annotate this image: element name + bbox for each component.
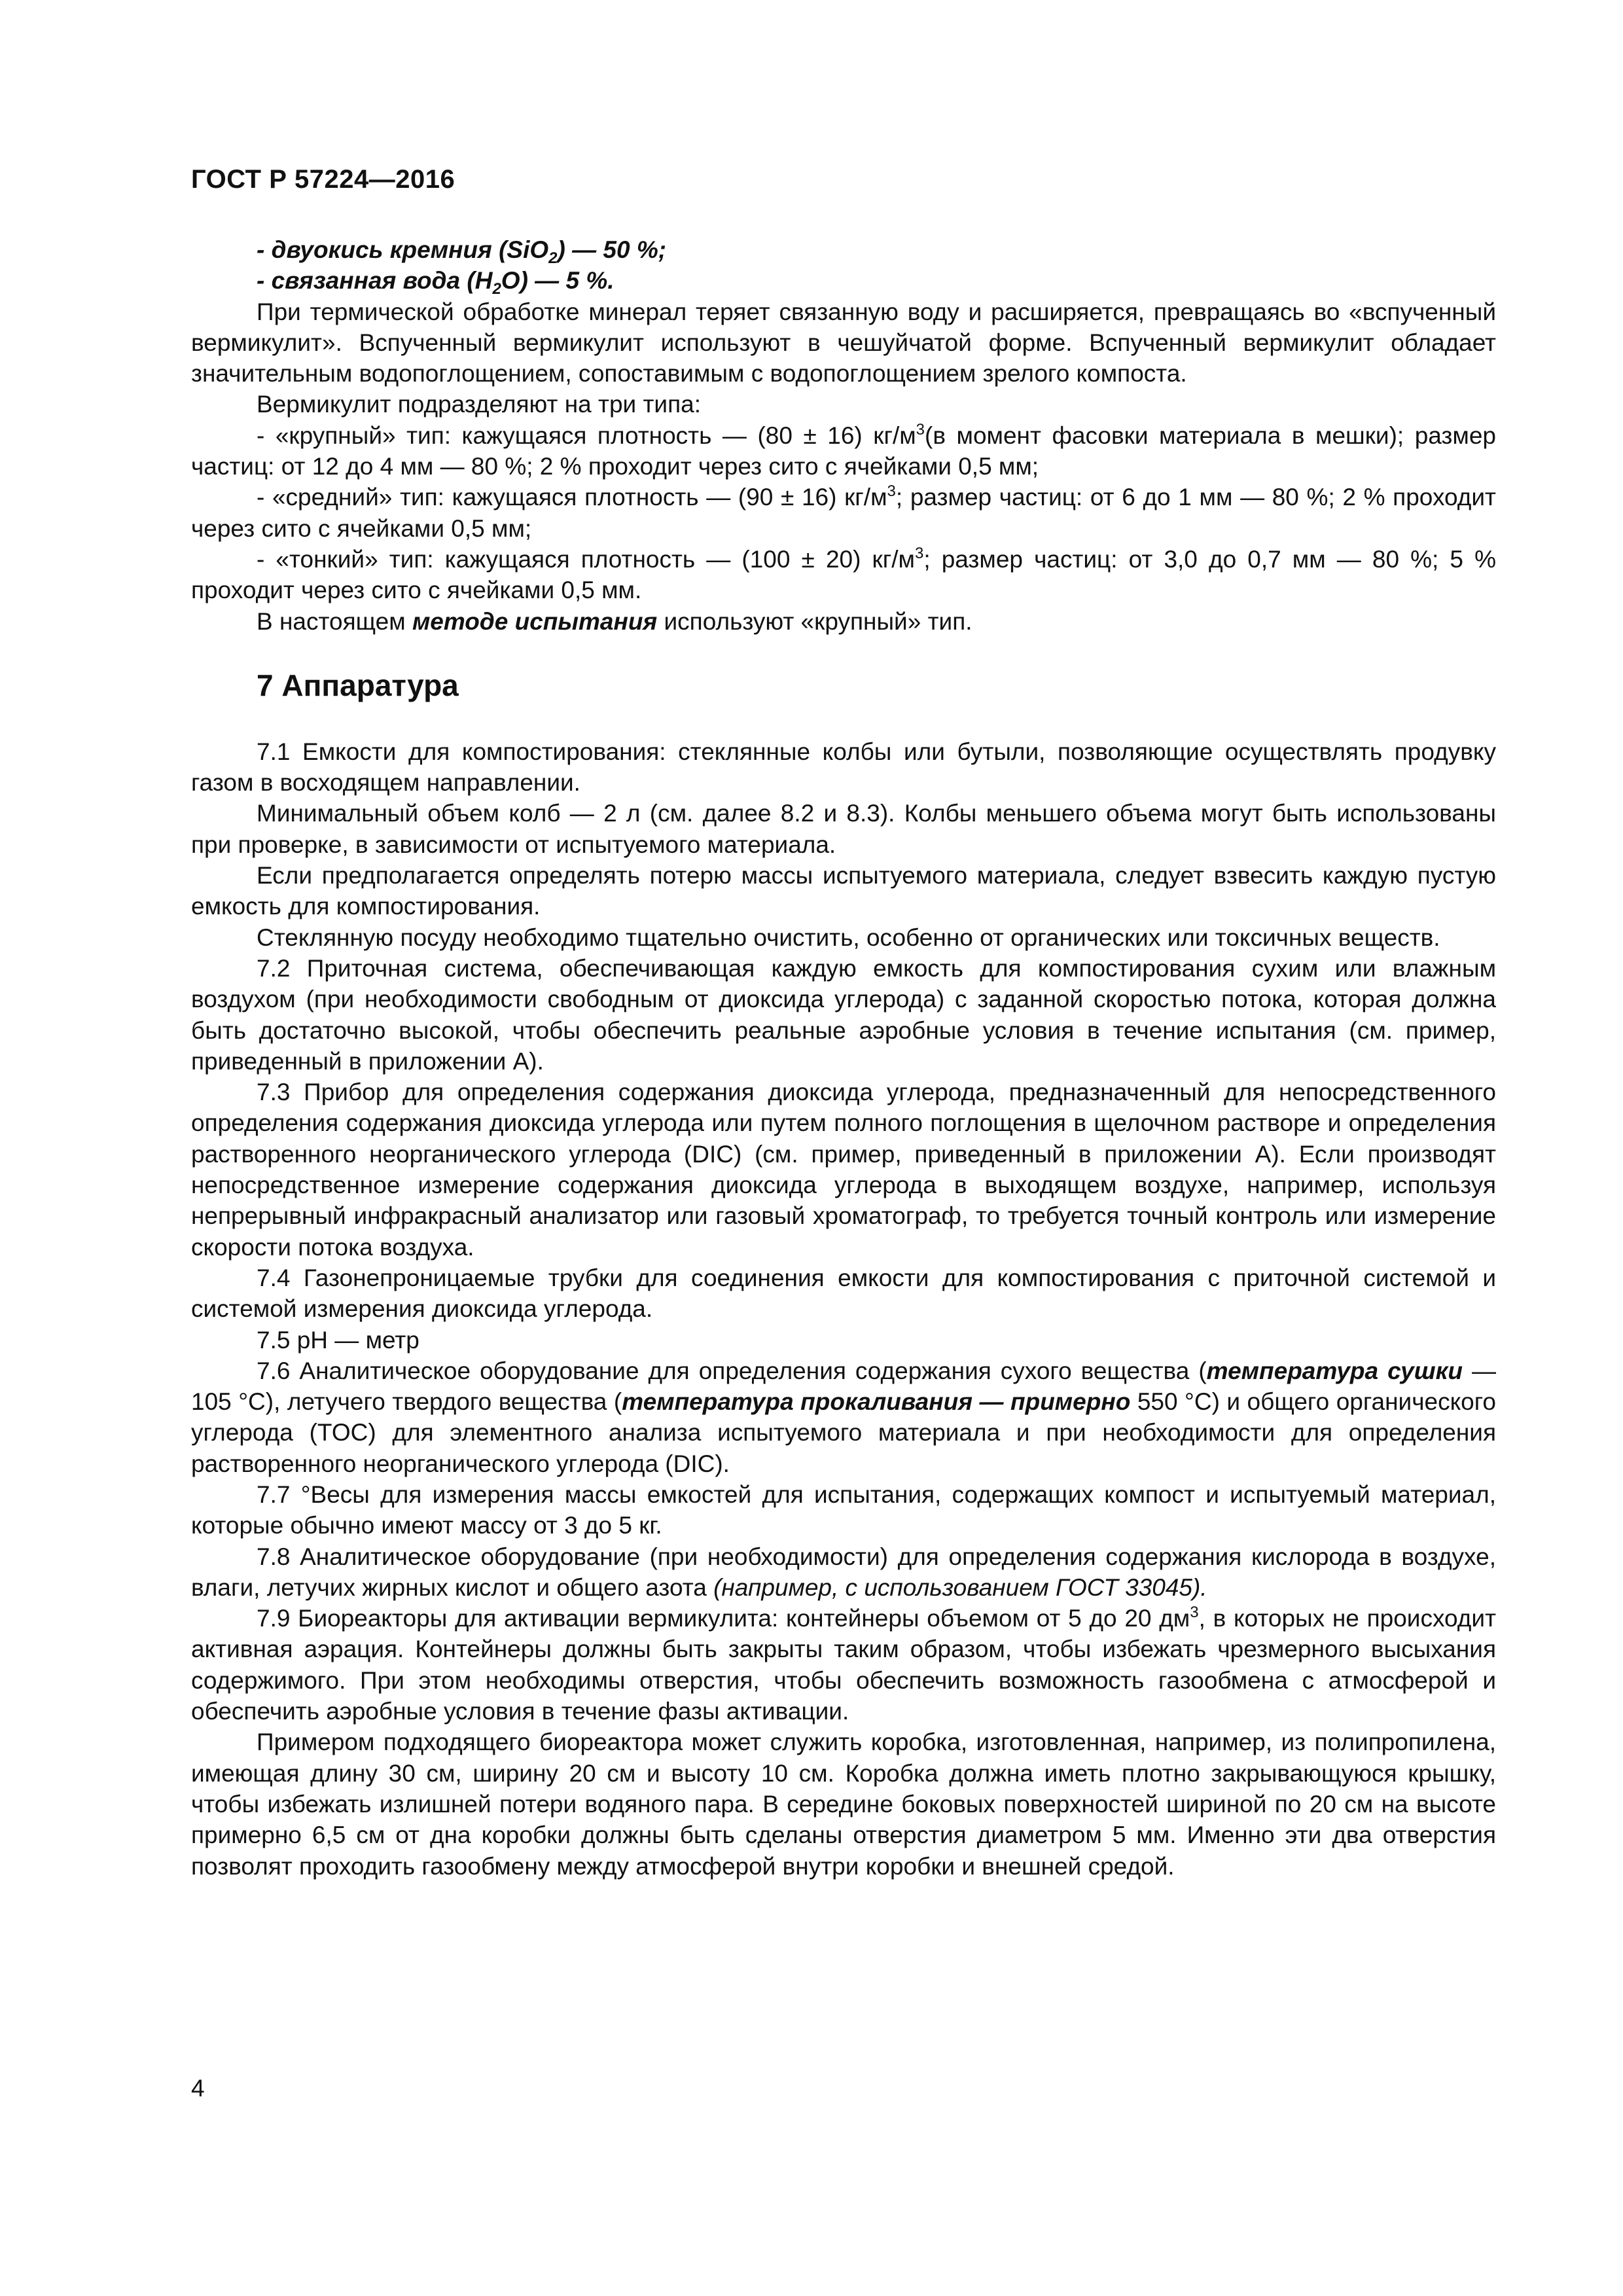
clause-7-2: 7.2 Приточная система, обеспечивающая каждую емкость для компостирования сухим или влажным воздухом (при необходимости свободным от диоксида углерода) с заданной скоростью потока, которая должна быть достаточно высокой, чтобы обеспечить реальные аэробные условия в течение испытания (см. пример, приведенный в приложении А). [191,954,1496,1075]
paragraph: Стеклянную посуду необходимо тщательно очистить, особенно от органических или токсичных веществ. [257,924,1440,951]
paragraph: Вермикулит подразделяют на три типа: [257,391,701,418]
clause-7-1: 7.1 Емкости для компостирования: стеклянные колбы или бутыли, позволяющие осуществлять продувку газом в восходящем направлении. [191,738,1496,797]
clause-7-5: 7.5 pH — метр [257,1326,419,1354]
clause-7-6: 7.6 Аналитическое оборудование для определения содержания сухого вещества (температура сушки — 105 °С), летучего твердого вещества (температура прокаливания — примерно 550 °С) и общего органического углерода (TOC) для элементного анализа испытуемого материала и при необходимости для определения растворенного неорганического углерода (DIC). [191,1357,1497,1477]
clause-7-3: 7.3 Прибор для определения содержания диоксида углерода, предназначенный для непосредственного определения содержания диоксида углерода или путем полного поглощения в щелочном растворе и определения растворенного неорганического углерода (DIC) (см. пример, приведенный в приложении А). Если производят непосредственное измерение содержания диоксида углерода в выходящем воздухе, например, используя непрерывный инфракрасный анализатор или газовый хроматограф, то требуется точный контроль или измерение скорости потока воздуха. [191,1079,1496,1261]
document-header: ГОСТ Р 57224—2016 [191,165,455,194]
list-item-coarse: - «крупный» тип: кажущаяся плотность — (80 ± 16) $кг/м^3(в$ момент фасовки материала в мешки); размер частиц: от 12 до 4 мм — 80 %; 2 % проходит через сито с ячейками 0,5 мм; [191,420,1496,480]
page-number: 4 [191,2075,205,2102]
clause-7-9: 7.9 Биореакторы для активации вермикулита: контейнеры объемом от 5 до 20 $дм^3$, в которых не происходит активная аэрация. Контейнеры должны быть закрыты таким образом, чтобы избежать чрезмерного высыхания содержимого. При этом необходимы отверстия, чтобы обеспечить возможность газообмена с атмосферой и обеспечить аэробные условия в течение фазы активации. [191,1604,1497,1725]
paragraph: При термической обработке минерал теряет связанную воду и расширяется, превращаясь во «вспученный вермикулит». Вспученный вермикулит используют в чешуйчатой форме. Вспученный вермикулит обладает значительным водопоглощением, сопоставимым с водопоглощением зрелого компоста. [191,298,1496,387]
list-item-medium: - «средний» тип: кажущаяся плотность — (90 ± 16) $кг/м^3$; размер частиц: от 6 до 1 мм — 80 %; 2 % проходит через сито с ячейками 0,5 мм; [191,482,1496,542]
paragraph: Если предполагается определять потерю массы испытуемого материала, следует взвесить каждую пустую емкость для компостирования. [191,862,1496,920]
clause-7-8: 7.8 Аналитическое оборудование (при необходимости) для определения содержания кислорода в воздухе, влаги, летучих жирных кислот и общего азота (например, с использованием ГОСТ 33045). [191,1543,1496,1601]
paragraph: В настоящем методе испытания используют «крупный» тип. [257,607,972,635]
section-heading: 7 Аппаратура [257,668,459,702]
paragraph: Минимальный объем колб — 2 л (см. далее 8.2 и 8.3). Колбы меньшего объема могут быть использованы при проверке, в зависимости от испытуемого материала. [191,800,1496,858]
clause-7-4: 7.4 Газонепроницаемые трубки для соединения емкости для компостирования с приточной системой и системой измерения диоксида углерода. [191,1264,1496,1323]
composition-silica: - двуокись кремния (SiO$_2$) — 50 %; [257,236,667,267]
paragraph: Примером подходящего биореактора может служить коробка, изготовленная, например, из полипропилена, имеющая длину 30 см, ширину 20 см и высоту 10 см. Коробка должна иметь плотно закрывающуюся крышку, чтобы избежать излишней потери водяного пара. В середине боковых поверхностей шириной по 20 см на высоте примерно 6,5 см от дна коробки должны быть сделаны отверстия диаметром 5 мм. Именно эти два отверстия позволят проходить газообмену между атмосферой внутри коробки и внешней средой. [191,1729,1496,1880]
page-body [191,234,1496,1882]
clause-7-7: 7.7 °Весы для измерения массы емкостей для испытания, содержащих компост и испытуемый материал, которые обычно имеют массу от 3 до 5 кг. [191,1480,1496,1539]
composition-water: - связанная вода $(H_2O)$ — 5 %. [257,267,615,298]
list-item-fine: - «тонкий» тип: кажущаяся плотность — (100 ± 20) $кг/м^3$; размер частиц: от 3,0 до 0,7 мм — 80 %; 5 % проходит через сито с ячейками 0,5 мм. [191,544,1496,604]
